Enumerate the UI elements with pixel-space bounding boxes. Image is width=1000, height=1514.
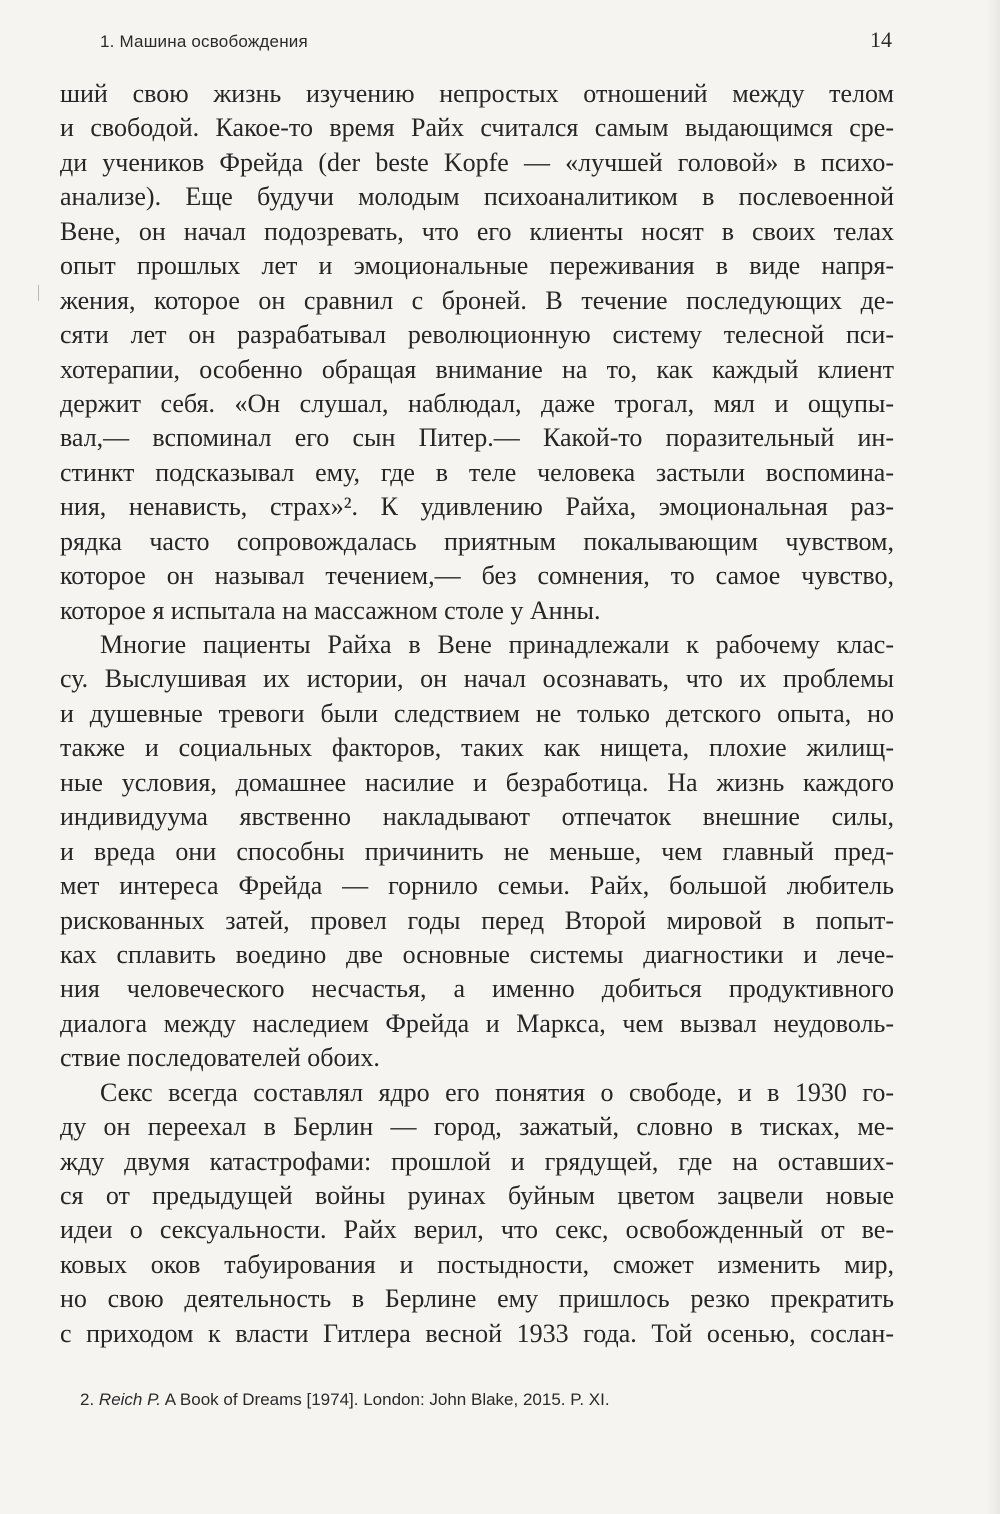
text-line: диалога между наследием Фрейда и Маркса, чем вызвал неудоволь- (60, 1008, 894, 1038)
text-line: Вене, он начал подозревать, что его клиенты носят в своих телах (60, 216, 894, 246)
text-line: и душевные тревоги были следствием не только детского опыта, но (60, 698, 894, 728)
text-line: сяти лет он разрабатывал революционную систему телесной пси- (60, 320, 894, 350)
text-line: с приходом к власти Гитлера весной 1933 года. Той осенью, сослан- (60, 1318, 894, 1348)
text-line: рискованных затей, провел годы перед Второй мировой в попыт- (60, 905, 894, 935)
text-line: мет интереса Фрейда — горнило семьи. Райх, большой любитель (60, 871, 894, 901)
text-line: ди учеников Фрейда (der beste Kopfe — «лучшей головой» в психо- (60, 147, 894, 177)
text-line: стинкт подсказывал ему, где в теле человека застыли воспомина- (60, 457, 894, 487)
text-line: Секс всегда составлял ядро его понятия о свободе, и в 1930 го- (100, 1077, 894, 1107)
running-head: 1. Машина освобождения (100, 32, 308, 51)
text-line: ся от предыдущей войны руинах буйным цветом зацвели новые (60, 1181, 894, 1210)
text-line: держит себя. «Он слушал, наблюдал, даже трогал, мял и ощупы- (60, 388, 894, 418)
text-line: ковых оков табуирования и постыдности, сможет изменить мир, (60, 1249, 894, 1279)
text-line: жду двумя катастрофами: прошлой и грядущей, где на оставших- (60, 1146, 894, 1176)
text-line: ные условия, домашнее насилие и безработица. На жизнь каждого (60, 767, 894, 797)
page-edge-shadow (986, 0, 1000, 1514)
text-line: и свободой. Какое-то время Райх считался самым выдающимся сре- (60, 113, 894, 143)
text-line: также и социальных факторов, таких как нищета, плохие жилищ- (60, 733, 894, 763)
text-line: и вреда они способны причинить не меньше, чем главный пред- (60, 836, 894, 866)
footnote-author: Reich P. (98, 1390, 161, 1409)
body-text (60, 77, 894, 1351)
text-line: Многие пациенты Райха в Вене принадлежали к рабочему клас- (100, 630, 894, 659)
text-line: ствие последователей обоих. (60, 1043, 380, 1073)
text-line: жения, которое он сравнил с броней. В течение последующих де- (60, 285, 894, 315)
page-number: 14 (870, 27, 892, 52)
text-line: ния, ненависть, страх»². К удивлению Райха, эмоциональная раз- (60, 492, 894, 522)
text-line: ду он переехал в Берлин — город, зажатый, словно в тисках, ме- (60, 1112, 894, 1142)
text-line: вал,— вспоминал его сын Питер.— Какой-то поразительный ин- (60, 423, 894, 453)
text-line: индивидуума явственно накладывают отпечаток внешние силы, (60, 802, 894, 832)
footnote-number: 2. (80, 1390, 95, 1409)
text-line: хотерапии, особенно обращая внимание на то, как каждый клиент (60, 354, 894, 384)
text-line: ках сплавить воедино две основные системы диагностики и лече- (60, 939, 894, 969)
text-line: опыт прошлых лет и эмоциональные переживания в виде напря- (60, 251, 894, 281)
text-line: су. Выслушивая их истории, он начал осознавать, что их проблемы (60, 664, 894, 694)
footnote-text: A Book of Dreams [1974]. London: John Blake, 2015. P. XI. (164, 1390, 610, 1409)
text-line: ния человеческого несчастья, а именно добиться продуктивного (60, 974, 894, 1004)
footnote (80, 1390, 610, 1410)
text-line: ший свою жизнь изучению непростых отношений между телом (60, 79, 894, 108)
text-line: которое он называл течением,— без сомнения, то самое чувство, (60, 561, 894, 591)
margin-mark (38, 285, 39, 301)
text-line: которое я испытала на массажном столе у Анны. (60, 595, 601, 625)
text-line: анализе). Еще будучи молодым психоаналитиком в послевоенной (60, 182, 894, 212)
text-line: рядка часто сопровождалась приятным покалывающим чувством, (60, 526, 894, 556)
text-line: но свою деятельность в Берлине ему пришлось резко прекратить (60, 1284, 894, 1314)
text-line: идеи о сексуальности. Райх верил, что секс, освобожденный от ве- (60, 1215, 894, 1245)
